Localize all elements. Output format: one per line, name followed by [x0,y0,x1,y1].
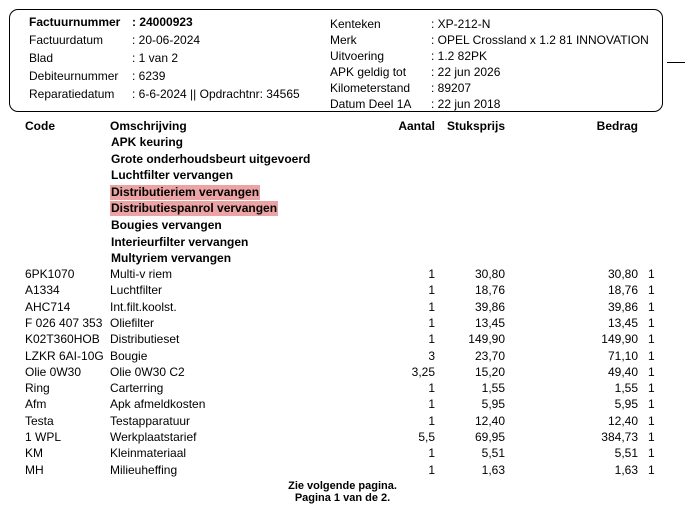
table-row [0,348,685,364]
item-description: Bougie [110,348,148,363]
item-amount: 1,55 [614,381,638,396]
work-description: Luchtfilter vervangen [111,168,234,183]
header-label: Reparatiedatum [29,87,115,101]
item-flag: 1 [648,267,655,281]
work-description: APK keuring [111,135,184,149]
item-quantity: 1 [428,267,435,281]
item-description: Milieuheffing [110,462,178,477]
item-flag: 1 [648,348,655,363]
header-label: Factuurdatum [29,33,104,47]
item-flag: 1 [648,397,655,412]
vehicle-label: APK geldig tot [330,65,407,79]
item-amount: 49,40 [607,364,638,379]
vehicle-label: Datum Deel 1A [330,97,412,111]
item-amount: 5,51 [614,446,638,461]
item-description: Multi-v riem [110,267,172,281]
column-header-code: Code [25,119,55,133]
item-amount: 18,76 [607,283,638,298]
table-row [0,429,685,445]
table-row [0,445,685,461]
item-quantity: 1 [428,381,435,396]
item-amount: 13,45 [607,315,638,330]
item-amount: 5,95 [614,397,638,412]
work-description: Grote onderhoudsbeurt uitgevoerd [111,151,311,166]
item-description: Distributieset [110,332,180,347]
item-code: Olie 0W30 [25,364,82,379]
column-header-description: Omschrijving [110,119,187,133]
item-unit-price: 69,95 [474,430,505,444]
work-description: Bougies vervangen [111,218,222,232]
column-header-quantity: Aantal [398,119,435,133]
item-quantity: 1 [428,413,435,428]
item-quantity: 3 [428,348,435,363]
table-row [0,380,685,396]
item-flag: 1 [648,332,655,347]
table-row [0,266,685,282]
item-code: Testa [25,413,54,428]
item-description: Carterring [110,381,164,396]
item-code: F 026 407 353 [25,315,103,330]
header-value: : 24000923 [132,15,193,29]
item-flag: 1 [648,413,655,428]
header-value: : 6239 [132,69,166,83]
column-header-unit-price: Stuksprijs [446,119,505,133]
item-description: Olie 0W30 C2 [110,364,185,379]
item-code: 6PK1070 [25,267,75,281]
continued-note: Zie volgende pagina. [288,480,397,492]
item-amount: 71,10 [607,348,638,363]
table-row [0,282,685,298]
item-amount: 149,90 [601,332,638,347]
item-description: Kleinmateriaal [110,446,187,461]
item-unit-price: 5,95 [481,397,505,412]
item-description: Testapparatuur [110,413,191,428]
item-code: Afm [25,397,47,412]
item-unit-price: 1,63 [481,462,505,477]
item-flag: 1 [648,462,655,477]
table-row [0,364,685,380]
item-code: A1334 [25,283,60,298]
vehicle-value: : 22 jun 2018 [431,97,501,111]
item-unit-price: 1,55 [481,381,505,396]
item-unit-price: 5,51 [481,446,505,461]
item-unit-price: 15,20 [474,364,505,379]
item-quantity: 1 [428,315,435,330]
header-label: Debiteurnummer [29,69,119,83]
item-quantity: 1 [428,462,435,477]
column-header-amount: Bedrag [596,119,638,133]
vehicle-label: Merk [330,33,357,47]
item-unit-price: 18,76 [474,283,505,298]
vehicle-value: : XP-212-N [431,17,491,31]
item-flag: 1 [648,299,655,314]
vehicle-label: Kilometerstand [330,81,411,95]
item-unit-price: 13,45 [474,315,505,330]
vehicle-value: : 89207 [431,81,472,95]
item-flag: 1 [648,430,655,444]
item-amount: 39,86 [607,299,638,314]
work-description: Distributiespanrol vervangen [111,201,278,216]
item-code: KM [25,446,43,461]
work-description: Distributieriem vervangen [111,184,260,199]
item-unit-price: 23,70 [474,348,505,363]
item-flag: 1 [648,315,655,330]
vehicle-label: Kenteken [330,17,381,31]
item-quantity: 1 [428,332,435,347]
item-amount: 12,40 [607,413,638,428]
vehicle-label: Uitvoering [330,49,385,63]
item-amount: 1,63 [614,462,638,477]
item-flag: 1 [648,446,655,461]
item-code: AHC714 [25,299,71,314]
item-unit-price: 149,90 [468,332,505,347]
item-description: Oliefilter [110,315,155,330]
item-amount: 384,73 [601,430,638,444]
header-value: : 20-06-2024 [132,33,201,47]
item-description: Apk afmeldkosten [110,397,206,412]
vehicle-value: : 1.2 82PK [431,49,488,63]
work-description: Interieurfilter vervangen [111,234,249,249]
item-description: Werkplaatstarief [110,430,197,444]
item-amount: 30,80 [607,267,638,281]
header-label: Factuurnummer [29,15,121,29]
page-number: Pagina 1 van de 2. [294,492,391,504]
item-unit-price: 39,86 [474,299,505,314]
table-row [0,462,685,478]
header-label: Blad [29,51,54,65]
edge-mark [667,62,685,63]
item-quantity: 1 [428,446,435,461]
item-code: K02T360HOB [25,332,100,347]
item-code: MH [25,462,44,477]
table-row [0,331,685,347]
vehicle-value: : 22 jun 2026 [431,65,501,79]
item-quantity: 1 [428,283,435,298]
item-flag: 1 [648,283,655,298]
item-description: Luchtfilter [110,283,163,298]
item-code: LZKR 6AI-10G [25,348,104,363]
item-code: Ring [25,381,50,396]
vehicle-value: : OPEL Crossland x 1.2 81 INNOVATION [431,33,649,47]
item-description: Int.filt.koolst. [110,299,177,314]
item-quantity: 1 [428,299,435,314]
item-unit-price: 12,40 [474,413,505,428]
item-flag: 1 [648,364,655,379]
item-quantity: 1 [428,397,435,412]
item-flag: 1 [648,381,655,396]
header-value: : 6-6-2024 || Opdrachtnr: 34565 [132,87,300,101]
table-row [0,396,685,412]
item-unit-price: 30,80 [474,267,505,281]
item-code: 1 WPL [25,430,62,444]
item-quantity: 3,25 [411,364,435,379]
table-row [0,413,685,429]
item-quantity: 5,5 [418,430,435,444]
work-description: Multyriem vervangen [111,251,232,266]
header-value: : 1 van 2 [132,51,179,65]
table-row [0,299,685,315]
table-row [0,315,685,331]
